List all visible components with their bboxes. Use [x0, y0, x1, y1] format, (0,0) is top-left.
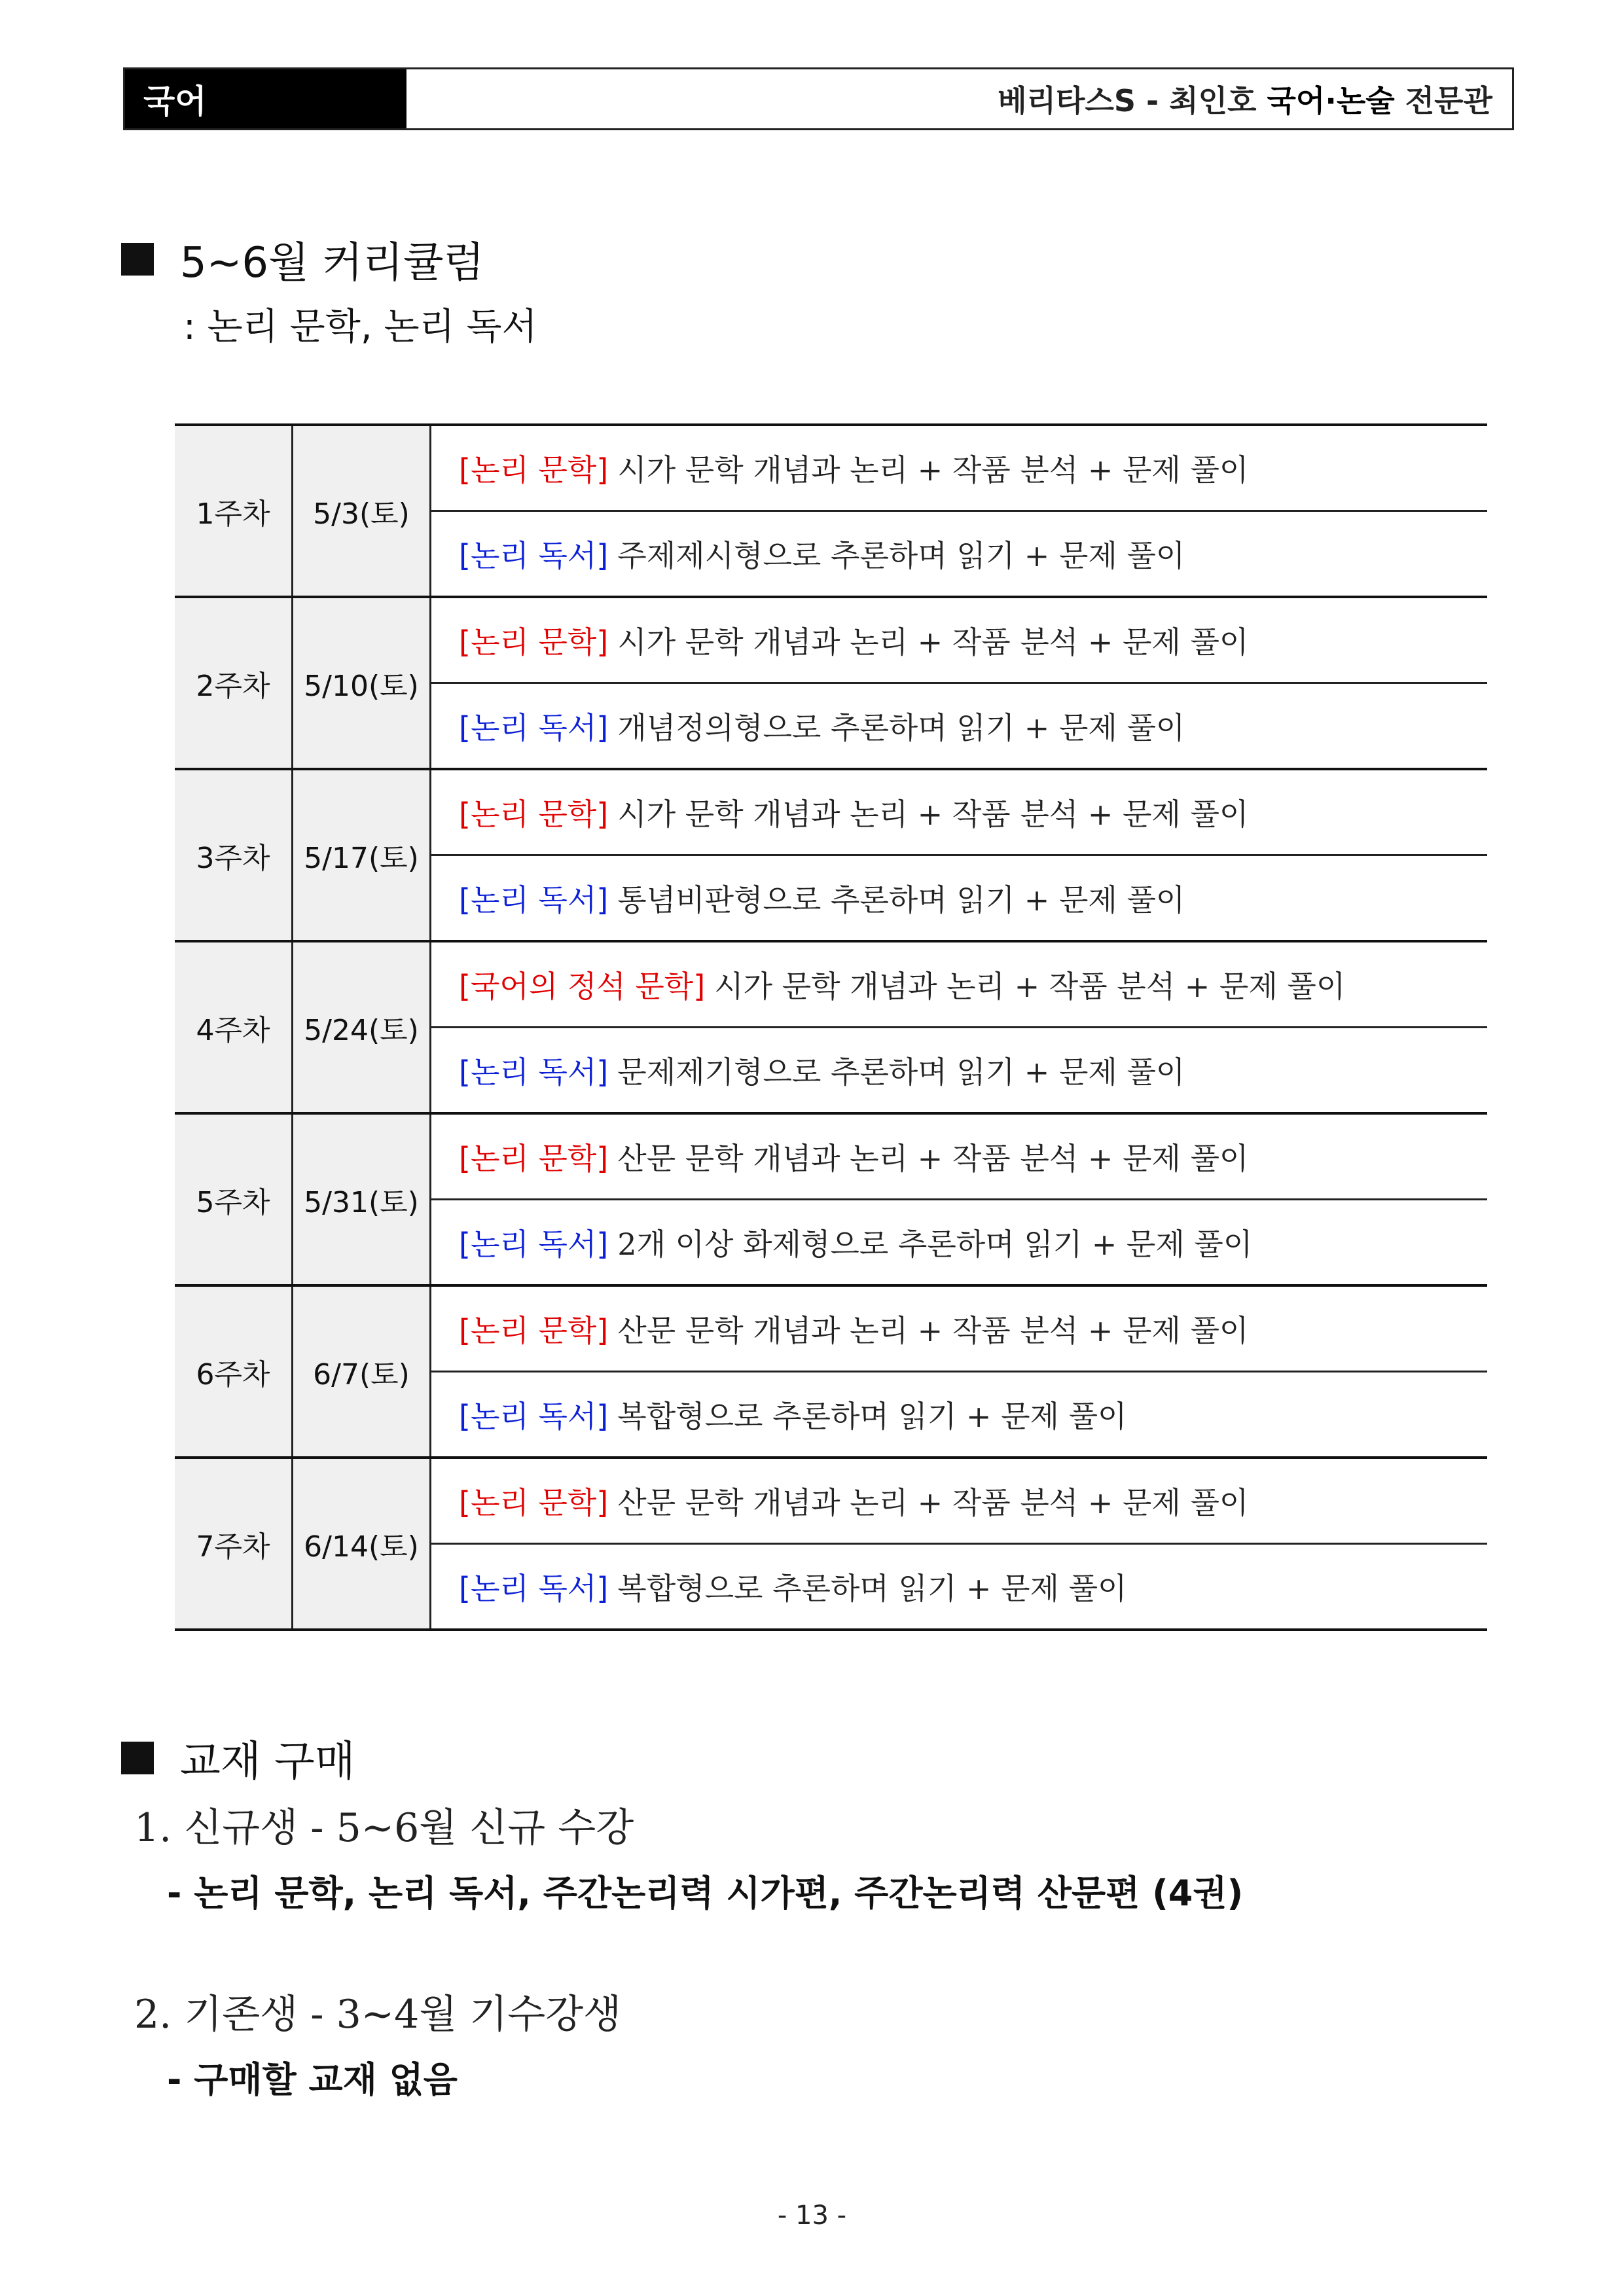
date-cell: 6/14(토) [293, 1458, 431, 1630]
curriculum-table [175, 423, 1487, 1631]
lesson-text: 주제제시형으로 추론하며 읽기 + 문제 풀이 [617, 538, 1185, 573]
lesson-cell [431, 511, 1488, 598]
textbook-item-detail: - 논리 문학, 논리 독서, 주간논리력 시가편, 주간논리력 산문편 (4권) [167, 1873, 1244, 1914]
lesson-cell [431, 1200, 1488, 1286]
brand-label [406, 69, 1512, 128]
lesson-cell [431, 941, 1488, 1028]
lesson-text: 복합형으로 추론하며 읽기 + 문제 풀이 [617, 1571, 1127, 1606]
table-row [175, 941, 1487, 1028]
brand-tail: 전문관 [1405, 83, 1492, 118]
lesson-cell [431, 1285, 1488, 1372]
table-row [175, 425, 1487, 511]
lesson-tag: [논리 문학] [459, 1313, 609, 1348]
date-cell: 5/10(토) [293, 597, 431, 769]
lesson-tag: [논리 문학] [459, 452, 609, 488]
week-cell: 5주차 [175, 1113, 293, 1285]
lesson-tag: [논리 독서] [459, 1399, 609, 1434]
lesson-tag: [논리 문학] [459, 797, 609, 832]
brand-name: 베리타스S - 최인호 [998, 83, 1257, 118]
brand-strong: 국어·논술 [1267, 83, 1395, 118]
week-cell: 2주차 [175, 597, 293, 769]
week-cell: 3주차 [175, 769, 293, 941]
lesson-cell [431, 855, 1488, 942]
subject-label: 국어 [125, 69, 406, 128]
lesson-text: 개념정의형으로 추론하며 읽기 + 문제 풀이 [617, 710, 1185, 745]
curriculum-title-text: 5~6월 커리큘럼 [180, 239, 484, 287]
lesson-tag: [논리 문학] [459, 1141, 609, 1176]
lesson-text: 2개 이상 화제형으로 추론하며 읽기 + 문제 풀이 [617, 1227, 1253, 1262]
lesson-tag: [논리 독서] [459, 538, 609, 573]
lesson-tag: [논리 독서] [459, 1571, 609, 1606]
square-bullet-icon [121, 1742, 154, 1774]
date-cell: 5/24(토) [293, 941, 431, 1113]
lesson-cell [431, 597, 1488, 683]
table-row [175, 1285, 1487, 1372]
lesson-text: 시가 문학 개념과 논리 + 작품 분석 + 문제 풀이 [617, 797, 1249, 832]
lesson-text: 산문 문학 개념과 논리 + 작품 분석 + 문제 풀이 [617, 1485, 1249, 1520]
lesson-text: 시가 문학 개념과 논리 + 작품 분석 + 문제 풀이 [617, 452, 1249, 488]
lesson-cell [431, 1544, 1488, 1630]
table-row [175, 1458, 1487, 1544]
lesson-cell [431, 769, 1488, 855]
textbook-title-text: 교재 구매 [180, 1738, 355, 1786]
lesson-tag: [논리 독서] [459, 710, 609, 745]
date-cell: 6/7(토) [293, 1285, 431, 1458]
lesson-cell [431, 1372, 1488, 1458]
textbook-item-heading: 2. 기존생 - 3~4월 기수강생 [134, 1992, 622, 2037]
square-bullet-icon [121, 243, 154, 276]
lesson-cell [431, 1458, 1488, 1544]
curriculum-title [121, 229, 484, 289]
date-cell: 5/3(토) [293, 425, 431, 597]
textbook-item-heading: 1. 신규생 - 5~6월 신규 수강 [134, 1805, 634, 1851]
table-row [175, 769, 1487, 855]
lesson-tag: [논리 문학] [459, 1485, 609, 1520]
lesson-tag: [논리 독서] [459, 882, 609, 918]
date-cell: 5/17(토) [293, 769, 431, 941]
table-row [175, 1113, 1487, 1200]
textbook-title [121, 1728, 355, 1788]
lesson-tag: [국어의 정석 문학] [459, 969, 706, 1004]
lesson-text: 복합형으로 추론하며 읽기 + 문제 풀이 [617, 1399, 1127, 1434]
lesson-cell [431, 1028, 1488, 1114]
lesson-cell [431, 683, 1488, 770]
lesson-text: 통념비판형으로 추론하며 읽기 + 문제 풀이 [617, 882, 1185, 918]
date-cell: 5/31(토) [293, 1113, 431, 1285]
lesson-text: 산문 문학 개념과 논리 + 작품 분석 + 문제 풀이 [617, 1313, 1249, 1348]
lesson-text: 시가 문학 개념과 논리 + 작품 분석 + 문제 풀이 [714, 969, 1346, 1004]
lesson-tag: [논리 문학] [459, 624, 609, 660]
textbook-item-detail: - 구매할 교재 없음 [167, 2059, 458, 2100]
week-cell: 1주차 [175, 425, 293, 597]
table-row [175, 597, 1487, 683]
week-cell: 6주차 [175, 1285, 293, 1458]
lesson-tag: [논리 독서] [459, 1054, 609, 1090]
week-cell: 4주차 [175, 941, 293, 1113]
lesson-cell [431, 425, 1488, 511]
lesson-cell [431, 1113, 1488, 1200]
lesson-text: 산문 문학 개념과 논리 + 작품 분석 + 문제 풀이 [617, 1141, 1249, 1176]
page-header [123, 67, 1514, 130]
lesson-text: 문제제기형으로 추론하며 읽기 + 문제 풀이 [617, 1054, 1185, 1090]
lesson-tag: [논리 독서] [459, 1227, 609, 1262]
week-cell: 7주차 [175, 1458, 293, 1630]
curriculum-subtitle: : 논리 문학, 논리 독서 [183, 306, 537, 348]
lesson-text: 시가 문학 개념과 논리 + 작품 분석 + 문제 풀이 [617, 624, 1249, 660]
page-number: - 13 - [777, 2200, 847, 2231]
